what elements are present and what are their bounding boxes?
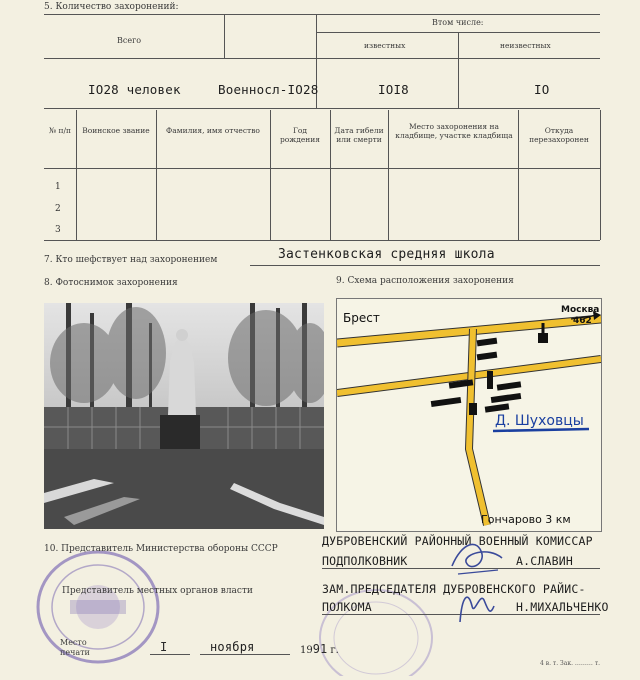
map-label-moskva-km: 462: [573, 316, 592, 326]
signature-mikhalchenko: [454, 586, 500, 626]
date-month: ноября: [210, 640, 255, 654]
col-reburied-from: Откуда перезахоронен: [529, 126, 589, 144]
section8-label: 8. Фотоснимок захоронения: [44, 278, 178, 288]
col-name: Фамилия, имя отчество: [166, 126, 260, 135]
known-header: известных: [364, 41, 406, 50]
col-death-date: Дата гибели или смерти: [334, 126, 384, 144]
section9-label: 9. Схема расположения захоронения: [336, 276, 514, 286]
signature-slavin: [448, 536, 508, 580]
known-value: IOI8: [378, 82, 409, 97]
commissar-rank: ПОДПОЛКОВНИК: [322, 554, 408, 568]
col-number: № п/п: [48, 126, 71, 135]
date-year: [300, 642, 339, 656]
deputy-line1: ЗАМ.ПРЕДСЕДАТЕЛЯ ДУБРОВЕНСКОГО РАЙИС-: [322, 582, 586, 596]
section7-label: 7. Кто шефствует над захоронением: [44, 255, 218, 265]
total-value: IO28 человек: [88, 82, 181, 97]
patron-value: Застенковская средняя школа: [278, 247, 495, 262]
commissar-line1: ДУБРОВЕНСКИЙ РАЙОННЫЙ ВОЕННЫЙ КОМИССАР: [322, 534, 593, 548]
map-label-village: Д. Шуховцы: [495, 413, 584, 429]
commissar-name: А.СЛАВИН: [516, 554, 573, 568]
stamp-place-label: Место печати: [60, 638, 90, 657]
deputy-line2: ПОЛКОМА: [322, 600, 372, 614]
total-header: Всего: [117, 36, 142, 45]
date-year-suffix: 91: [312, 642, 328, 656]
map-label-brest: Брест: [343, 311, 380, 325]
military-value: Военносл-IO28: [218, 82, 319, 97]
unknown-header: неизвестных: [500, 41, 551, 50]
burial-location-map: [336, 298, 602, 532]
section10-label: 10. Представитель Министерства обороны СССР: [44, 544, 278, 554]
in-that-number-label: Втом числе:: [432, 18, 484, 27]
deputy-name: Н.МИХАЛЬЧЕНКО: [516, 600, 609, 614]
date-year-end: г.: [330, 645, 339, 656]
map-label-goncharovo: Гончарово 3 км: [481, 513, 571, 526]
col-rank: Воинское звание: [82, 126, 150, 135]
col-burial-place: Место захоронения на кладбище, участке кладбища: [395, 122, 513, 140]
table-row-number: 1: [55, 182, 61, 192]
map-label-moskva: Москва: [561, 305, 600, 315]
table-row-number: 2: [55, 204, 61, 214]
date-day: [160, 640, 167, 654]
local-authority-label: Представитель местных органов власти: [62, 586, 253, 596]
col-birth-year: Год рождения: [279, 126, 320, 144]
print-note: 4 в. т. Зак. ……… т.: [540, 660, 601, 667]
memorial-photo: [44, 303, 324, 529]
date-day-value: I: [160, 640, 168, 654]
date-year-prefix: 19: [300, 645, 313, 656]
unknown-value: IO: [534, 82, 550, 97]
section5-title: 5. Количество захоронений:: [44, 2, 179, 12]
table-row-number: 3: [55, 225, 61, 235]
